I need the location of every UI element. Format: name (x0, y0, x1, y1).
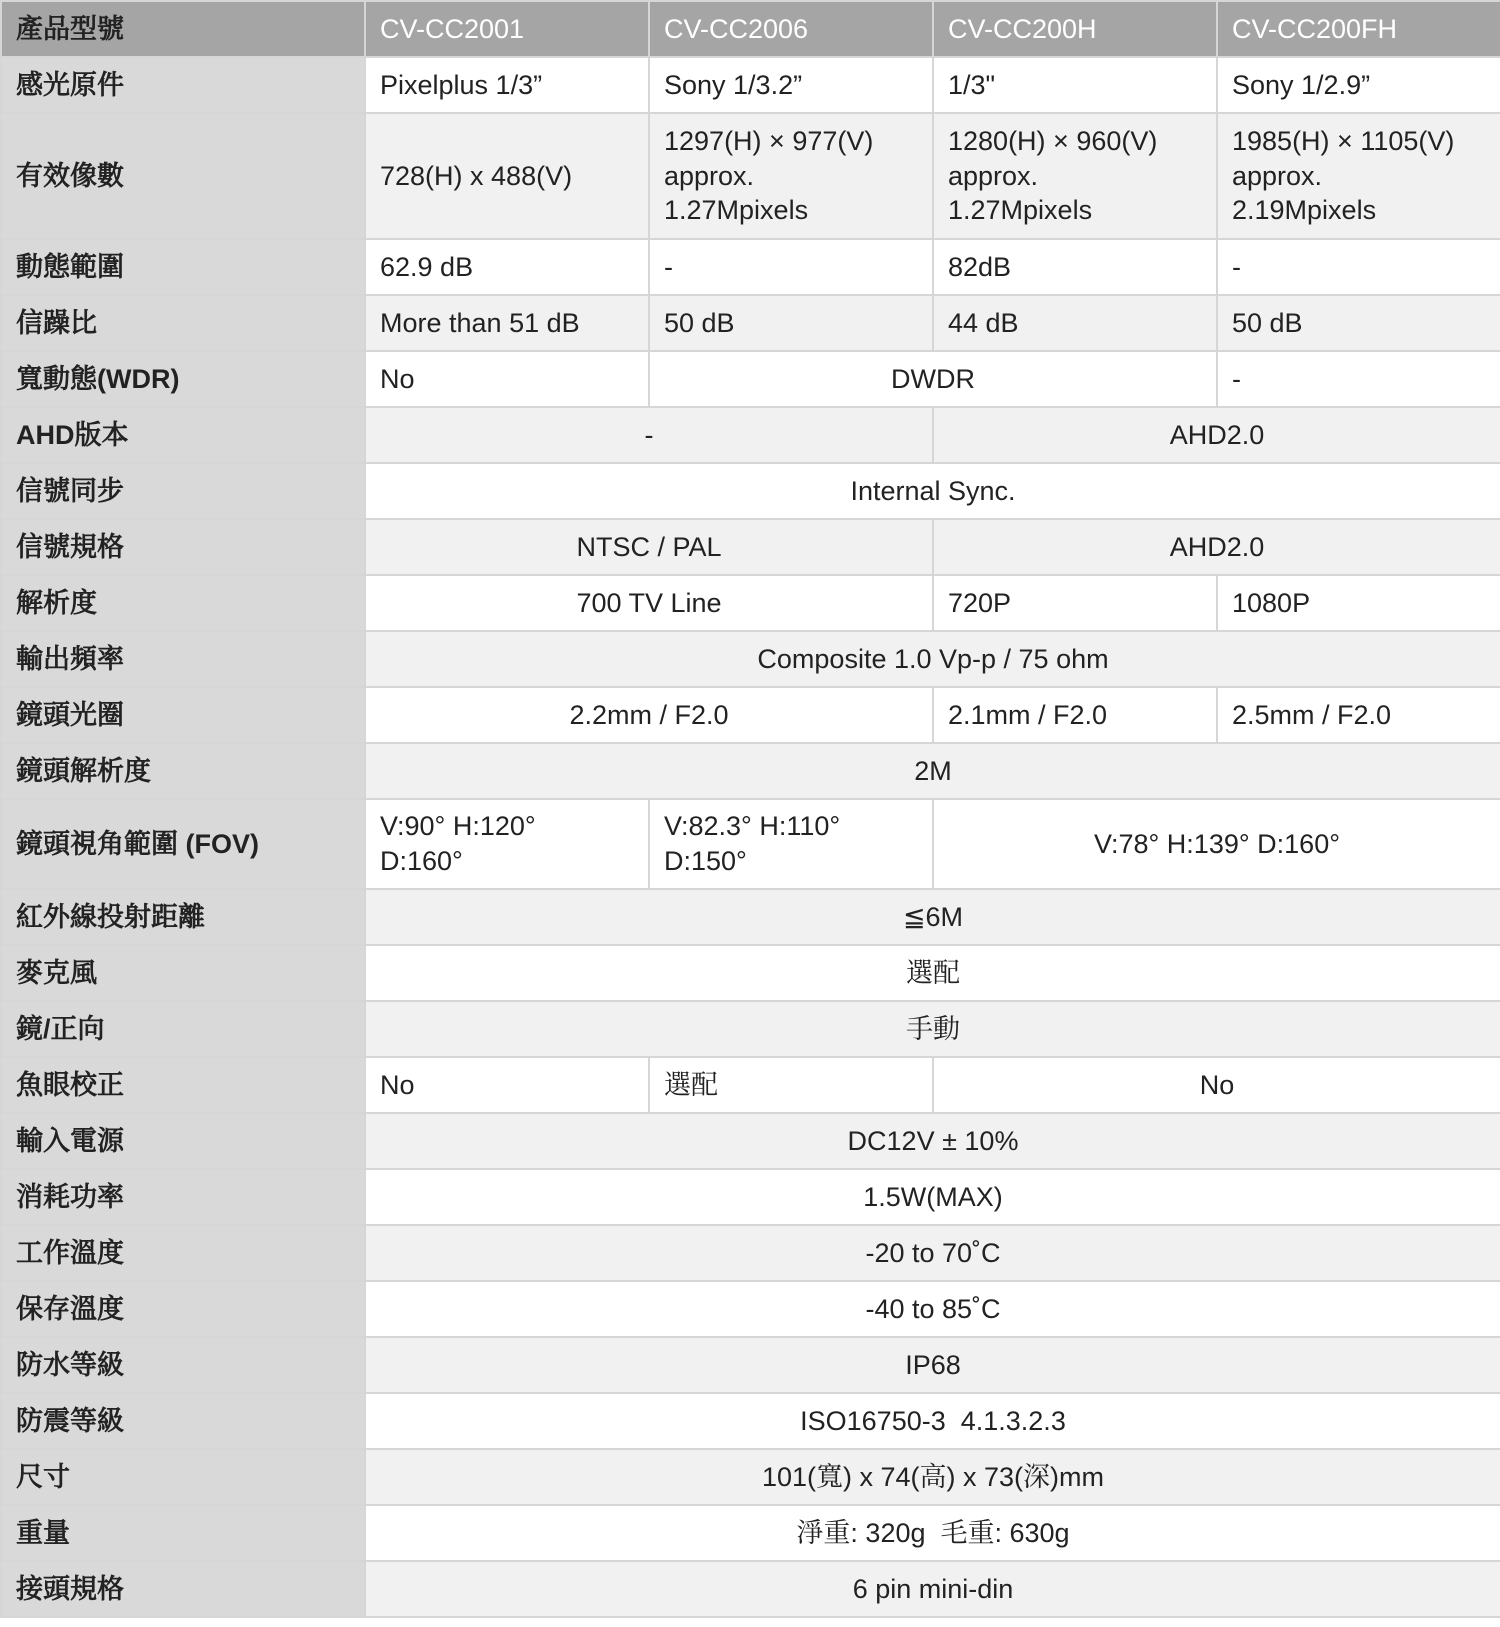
spec-row-power-consumption (1, 1169, 1500, 1225)
spec-value: Sony 1/2.9” (1217, 57, 1500, 113)
spec-value: More than 51 dB (365, 295, 649, 351)
spec-row-ahd-version (1, 407, 1500, 463)
spec-value: 1985(H) × 1105(V) approx. 2.19Mpixels (1217, 113, 1500, 239)
spec-row-wdr (1, 351, 1500, 407)
row-label: 信躁比 (1, 295, 365, 351)
spec-value: - (649, 239, 933, 295)
row-label: 寬動態(WDR) (1, 351, 365, 407)
row-label: 動態範圍 (1, 239, 365, 295)
header-row (1, 1, 1500, 57)
spec-row-ir-distance (1, 889, 1500, 945)
spec-row-resolution (1, 575, 1500, 631)
spec-value: NTSC / PAL (365, 519, 933, 575)
spec-row-dynamic-range (1, 239, 1500, 295)
row-label: 防水等級 (1, 1337, 365, 1393)
spec-row-shockproof (1, 1393, 1500, 1449)
spec-value: 2.5mm / F2.0 (1217, 687, 1500, 743)
spec-value: ISO16750-3 4.1.3.2.3 (365, 1393, 1500, 1449)
spec-value: ≦6M (365, 889, 1500, 945)
spec-value: DWDR (649, 351, 1217, 407)
spec-value: 700 TV Line (365, 575, 933, 631)
spec-value: 選配 (649, 1057, 933, 1113)
row-label: 鏡頭解析度 (1, 743, 365, 799)
spec-row-lens-resolution (1, 743, 1500, 799)
spec-value: -20 to 70˚C (365, 1225, 1500, 1281)
spec-value: No (365, 351, 649, 407)
spec-row-operating-temp (1, 1225, 1500, 1281)
spec-value: 淨重: 320g 毛重: 630g (365, 1505, 1500, 1561)
row-label: 消耗功率 (1, 1169, 365, 1225)
spec-value: - (365, 407, 933, 463)
row-label: 保存溫度 (1, 1281, 365, 1337)
spec-row-weight (1, 1505, 1500, 1561)
spec-row-pixels (1, 113, 1500, 239)
spec-value: - (1217, 351, 1500, 407)
spec-value: V:78° H:139° D:160° (933, 799, 1500, 889)
row-label: 解析度 (1, 575, 365, 631)
spec-value: 50 dB (1217, 295, 1500, 351)
spec-value: 手動 (365, 1001, 1500, 1057)
row-label: 輸出頻率 (1, 631, 365, 687)
spec-value: DC12V ± 10% (365, 1113, 1500, 1169)
spec-row-connector (1, 1561, 1500, 1617)
model-name: CV-CC200FH (1217, 1, 1500, 57)
row-label: 尺寸 (1, 1449, 365, 1505)
spec-value: 選配 (365, 945, 1500, 1001)
spec-row-fov (1, 799, 1500, 889)
row-label: 感光原件 (1, 57, 365, 113)
spec-row-sync (1, 463, 1500, 519)
spec-value: Internal Sync. (365, 463, 1500, 519)
row-label: AHD版本 (1, 407, 365, 463)
model-name: CV-CC2006 (649, 1, 933, 57)
spec-value: 82dB (933, 239, 1217, 295)
spec-row-lens-aperture (1, 687, 1500, 743)
model-name: CV-CC200H (933, 1, 1217, 57)
spec-value: - (1217, 239, 1500, 295)
row-label: 鏡頭視角範圍 (FOV) (1, 799, 365, 889)
row-label: 鏡頭光圈 (1, 687, 365, 743)
spec-row-sensor (1, 57, 1500, 113)
spec-row-storage-temp (1, 1281, 1500, 1337)
spec-value: 62.9 dB (365, 239, 649, 295)
header-label: 產品型號 (1, 1, 365, 57)
spec-value: IP68 (365, 1337, 1500, 1393)
spec-value: Pixelplus 1/3” (365, 57, 649, 113)
spec-row-snr (1, 295, 1500, 351)
spec-row-dimensions (1, 1449, 1500, 1505)
spec-row-signal-format (1, 519, 1500, 575)
spec-value: 1280(H) × 960(V) approx. 1.27Mpixels (933, 113, 1217, 239)
row-label: 麥克風 (1, 945, 365, 1001)
spec-value: Composite 1.0 Vp-p / 75 ohm (365, 631, 1500, 687)
spec-row-power-input (1, 1113, 1500, 1169)
spec-value: 6 pin mini-din (365, 1561, 1500, 1617)
row-label: 信號同步 (1, 463, 365, 519)
row-label: 鏡/正向 (1, 1001, 365, 1057)
spec-value: 728(H) x 488(V) (365, 113, 649, 239)
spec-value: 1.5W(MAX) (365, 1169, 1500, 1225)
spec-row-waterproof (1, 1337, 1500, 1393)
spec-value: 44 dB (933, 295, 1217, 351)
row-label: 輸入電源 (1, 1113, 365, 1169)
spec-value: 720P (933, 575, 1217, 631)
row-label: 魚眼校正 (1, 1057, 365, 1113)
spec-row-mirror (1, 1001, 1500, 1057)
spec-value: 1297(H) × 977(V) approx. 1.27Mpixels (649, 113, 933, 239)
spec-value: 1/3" (933, 57, 1217, 113)
spec-value: No (933, 1057, 1500, 1113)
spec-value: 1080P (1217, 575, 1500, 631)
spec-value: 50 dB (649, 295, 933, 351)
row-label: 工作溫度 (1, 1225, 365, 1281)
row-label: 紅外線投射距離 (1, 889, 365, 945)
row-label: 重量 (1, 1505, 365, 1561)
spec-value: 101(寬) x 74(高) x 73(深)mm (365, 1449, 1500, 1505)
spec-value: V:90° H:120° D:160° (365, 799, 649, 889)
spec-value: 2M (365, 743, 1500, 799)
spec-row-fisheye (1, 1057, 1500, 1113)
spec-value: -40 to 85˚C (365, 1281, 1500, 1337)
spec-value: 2.2mm / F2.0 (365, 687, 933, 743)
spec-row-output (1, 631, 1500, 687)
row-label: 信號規格 (1, 519, 365, 575)
row-label: 有效像數 (1, 113, 365, 239)
spec-value: Sony 1/3.2” (649, 57, 933, 113)
row-label: 接頭規格 (1, 1561, 365, 1617)
spec-value: AHD2.0 (933, 407, 1500, 463)
spec-value: No (365, 1057, 649, 1113)
row-label: 防震等級 (1, 1393, 365, 1449)
model-name: CV-CC2001 (365, 1, 649, 57)
spec-value: V:82.3° H:110° D:150° (649, 799, 933, 889)
spec-value: 2.1mm / F2.0 (933, 687, 1217, 743)
spec-value: AHD2.0 (933, 519, 1500, 575)
spec-row-microphone (1, 945, 1500, 1001)
